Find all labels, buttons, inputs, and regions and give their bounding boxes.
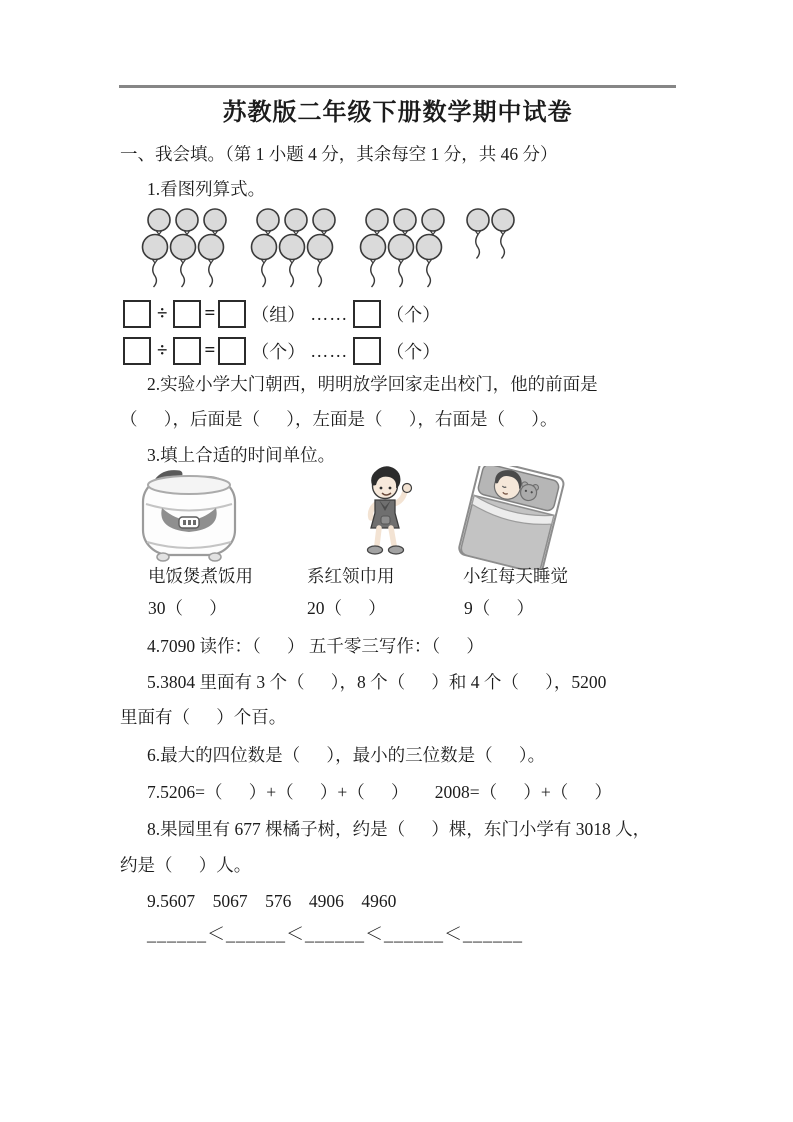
balloon-illustration [138, 205, 515, 293]
equation-row-2 [123, 337, 440, 365]
question-4-text: 4.7090 读作：（ ） 五千零三写作：（ ） [147, 636, 484, 656]
question-8-line-2: 约是（ ）人。 [120, 855, 252, 875]
answer-box [353, 337, 381, 365]
divide-sign: ÷ [157, 340, 168, 361]
question-6-text: 6.最大的四位数是（ ），最小的三位数是（ ）。 [147, 745, 546, 765]
answer-box [173, 337, 201, 365]
remainder-dots: …… [310, 340, 349, 361]
time-item-label: 小红每天睡觉 [463, 566, 568, 586]
section-1-heading: 一、我会填。（第 1 小题 4 分，其余每空 1 分，共 46 分） [120, 144, 558, 164]
equals-sign: = [204, 340, 216, 361]
balloon-group-of-2 [465, 205, 515, 293]
question-5-line-1: 5.3804 里面有 3 个（ ），8 个（ ）和 4 个（ ），5200 [147, 672, 607, 692]
balloon-group-of-6 [356, 205, 452, 293]
unit-quotient-label: （组） [251, 305, 306, 325]
question-3-text: 3.填上合适的时间单位。 [147, 445, 336, 465]
time-item-label: 电饭煲煮饭用 [148, 566, 253, 586]
time-item-value: 30（ ） [148, 598, 227, 618]
time-item-value: 9（ ） [464, 598, 534, 618]
question-9-comparison-blanks: ______＜______＜______＜______＜______ [147, 924, 523, 944]
question-9-numbers: 9.5607 5067 576 4906 4960 [147, 891, 397, 911]
answer-box [123, 337, 151, 365]
equals-sign: = [204, 303, 216, 324]
unit-remainder-label: （个） [386, 305, 441, 325]
header-divider [119, 85, 676, 88]
sleeping-girl-illustration [450, 466, 580, 575]
question-8-line-1: 8.果园里有 677 棵橘子树，约是（ ）棵，东门小学有 3018 人， [147, 819, 651, 839]
boy-waving-illustration [352, 464, 422, 569]
question-2-line-1: 2.实验小学大门朝西，明明放学回家走出校门，他的前面是 [147, 374, 598, 394]
question-2-line-2: （ ），后面是（ ），左面是（ ），右面是（ ）。 [120, 409, 558, 429]
time-item-value: 20（ ） [307, 598, 386, 618]
divide-sign: ÷ [157, 303, 168, 324]
unit-remainder-label: （个） [386, 342, 441, 362]
equation-row-1 [123, 300, 440, 328]
rice-cooker-illustration [134, 468, 244, 569]
balloon-group-of-6 [247, 205, 343, 293]
question-7-text: 7.5206=（ ）+（ ）+（ ） 2008=（ ）+（ ） [147, 782, 612, 802]
remainder-dots: …… [310, 303, 349, 324]
answer-box [218, 300, 246, 328]
answer-box [218, 337, 246, 365]
answer-box [353, 300, 381, 328]
question-5-line-2: 里面有（ ）个百。 [120, 707, 287, 727]
time-item-label: 系红领巾用 [307, 566, 395, 586]
answer-box [173, 300, 201, 328]
balloon-group-of-6 [138, 205, 234, 293]
answer-box [123, 300, 151, 328]
unit-quotient-label: （个） [251, 342, 306, 362]
page-title: 苏教版二年级下册数学期中试卷 [222, 100, 573, 126]
question-1-text: 1.看图列算式。 [147, 179, 266, 199]
